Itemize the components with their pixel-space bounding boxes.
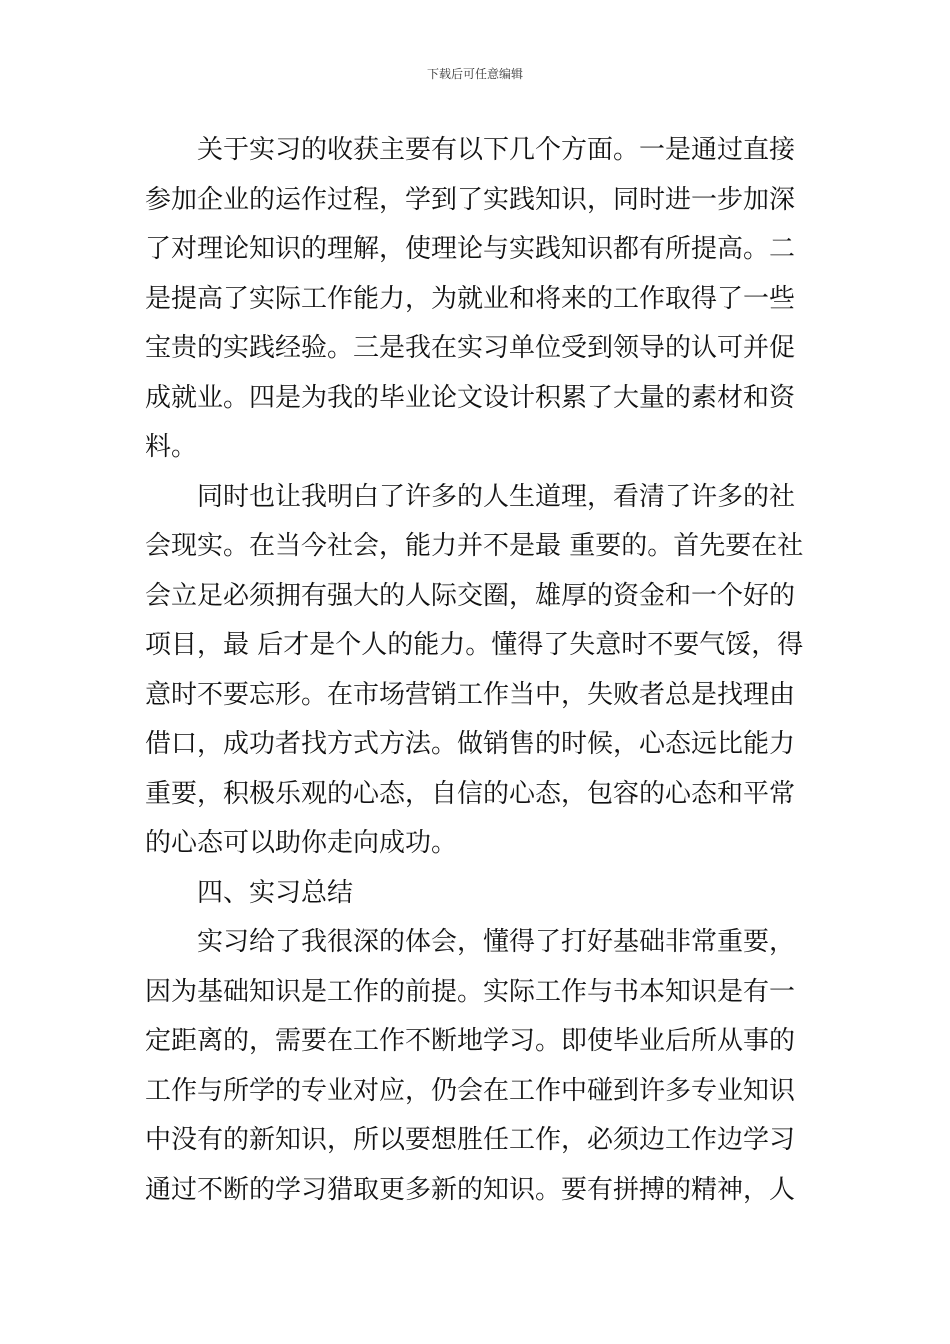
paragraph-line: 关于实习的收获主要有以下几个方面。一是通过直接 — [197, 135, 796, 165]
paragraph-line: 宝贵的实践经验。三是我在实习单位受到领导的认可并促 — [145, 333, 796, 363]
download-note: 下载后可任意编辑 — [426, 67, 523, 81]
section-heading-text: 四、实习总结 — [197, 877, 354, 908]
paragraph-line: 意时不要忘形。在市场营销工作当中，失败者总是找理由 — [145, 679, 796, 710]
paragraph-line: 通过不断的学习猎取更多新的知识。要有拼搏的精神，人 — [145, 1174, 796, 1205]
paragraph-line: 借口，成功者找方式方法。做销售的时候，心态远比能力 — [145, 729, 796, 759]
paragraph-line: 项目，最 后才是个人的能力。懂得了失意时不要气馁，得 — [145, 630, 804, 660]
paragraph-line: 实习给了我很深的体会，懂得了打好基础非常重要， — [197, 927, 796, 957]
paragraph-line: 料。 — [145, 432, 198, 462]
paragraph-line: 定距离的，需要在工作不断地学习。即使毕业后所从事的 — [145, 1026, 796, 1056]
document-body — [145, 126, 807, 1215]
paragraph-line: 参加企业的运作过程，学到了实践知识，同时进一步加深 — [145, 184, 796, 215]
paragraph-harvest — [145, 126, 807, 473]
paragraph-line: 工作与所学的专业对应，仍会在工作中碰到许多专业知识 — [145, 1075, 796, 1106]
paragraph-line: 了对理论知识的理解，使理论与实践知识都有所提高。二 — [145, 234, 796, 264]
paragraph-line: 因为基础知识是工作的前提。实际工作与书本知识是有一 — [145, 976, 796, 1007]
paragraph-summary — [145, 918, 807, 1215]
paragraph-line: 会现实。在当今社会，能力并不是最 重要的。首先要在社 — [145, 531, 804, 561]
paragraph-line: 成就业。四是为我的毕业论文设计积累了大量的素材和资 — [145, 382, 796, 413]
paragraph-line: 会立足必须拥有强大的人际交圈，雄厚的资金和一个好的 — [145, 580, 796, 611]
paragraph-line: 重要，积极乐观的心态，自信的心态，包容的心态和平常 — [145, 778, 796, 809]
paragraph-line: 同时也让我明白了许多的人生道理，看清了许多的社 — [197, 481, 796, 512]
paragraph-line: 是提高了实际工作能力，为就业和将来的工作取得了一些 — [145, 283, 796, 314]
paragraph-life-lessons — [145, 473, 807, 869]
paragraph-line: 中没有的新知识，所以要想胜任工作，必须边工作边学习 — [145, 1125, 796, 1155]
section-heading — [145, 869, 807, 919]
paragraph-line: 的心态可以助你走向成功。 — [145, 828, 458, 858]
